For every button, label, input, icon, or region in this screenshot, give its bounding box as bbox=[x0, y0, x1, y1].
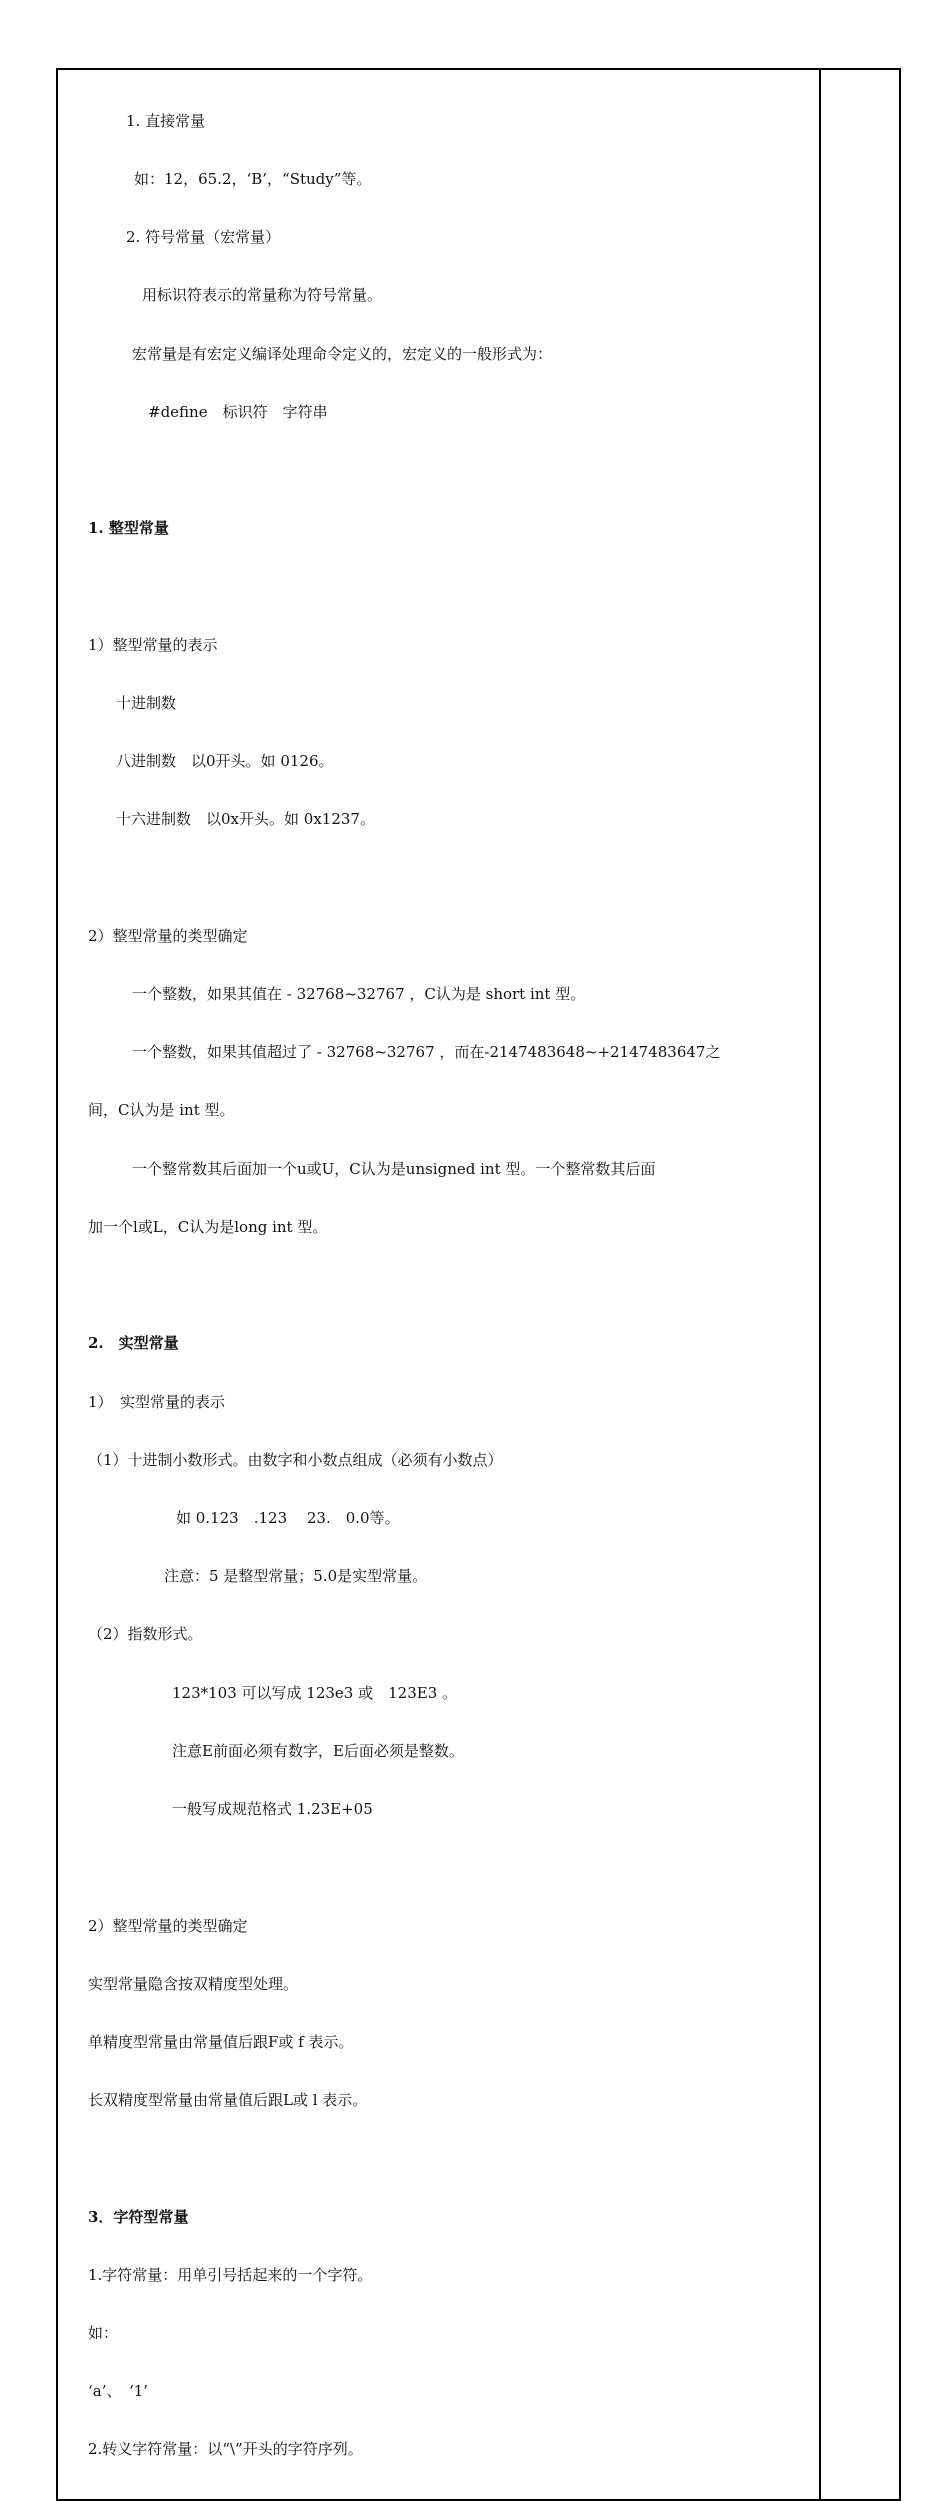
section1-heading: 1. 整型常量 bbox=[88, 519, 169, 538]
intro-item2-desc: 用标识符表示的常量称为符号常量。 bbox=[142, 286, 383, 305]
section2-sub2-line2: 单精度型常量由常量值后跟F或 f 表示。 bbox=[88, 2032, 354, 2051]
section1-sub1-line2: 八进制数 以0开头。如 0126。 bbox=[116, 752, 334, 771]
spacer bbox=[88, 1276, 815, 1295]
section2-sub1-title: 1） 实型常量的表示 bbox=[88, 1392, 226, 1411]
section1-sub2-p3b: 加一个l或L，C认为是long int 型。 bbox=[88, 1217, 328, 1236]
section1-sub2-p3a: 一个整常数其后面加一个u或U，C认为是unsigned int 型。一个整常数其后面 bbox=[132, 1159, 656, 1178]
section1-sub1-line3: 十六进制数 以0x开头。如 0x1237。 bbox=[116, 810, 375, 829]
document-table bbox=[56, 68, 901, 2501]
spacer bbox=[88, 578, 815, 597]
section1-sub2-title: 2）整型常量的类型确定 bbox=[88, 926, 248, 945]
section2-sub2-line1: 实型常量隐含按双精度型处理。 bbox=[88, 1974, 299, 1993]
intro-item1-example: 如：12，65.2，‘B’，“Study”等。 bbox=[134, 170, 372, 189]
section3-line4: 2.转义字符常量：以“\”开头的字符序列。 bbox=[88, 2440, 363, 2459]
section3-line2: 如： bbox=[88, 2324, 119, 2343]
section2-form1-example: 如 0.123 .123 23. 0.0等。 bbox=[176, 1509, 400, 1527]
spacer bbox=[88, 1858, 815, 1877]
spacer bbox=[88, 2149, 815, 2168]
section2-form1-note: 注意：5 是整型常量；5.0是实型常量。 bbox=[164, 1567, 428, 1586]
section1-sub2-p1: 一个整数，如果其值在 - 32768~32767 ，C认为是 short int 型。 bbox=[132, 985, 586, 1004]
section1-sub2-p2a: 一个整数，如果其值超过了 - 32768~32767 ，而在-2147483648~+2147483647之 bbox=[132, 1043, 721, 1062]
section1-sub1-title: 1）整型常量的表示 bbox=[88, 635, 218, 654]
section2-form2-note: 注意E前面必须有数字，E后面必须是整数。 bbox=[172, 1741, 464, 1760]
intro-item2-macro: 宏常量是有宏定义编译处理命令定义的，宏定义的一般形式为： bbox=[132, 344, 553, 363]
content-cell bbox=[57, 69, 820, 2500]
section1-sub1-line1: 十进制数 bbox=[116, 693, 177, 712]
section2-sub2-line3: 长双精度型常量由常量值后跟L或 l 表示。 bbox=[88, 2091, 368, 2110]
intro-item1-title: 1. 直接常量 bbox=[126, 111, 206, 130]
section3-line3: ‘a’、 ‘1’ bbox=[88, 2382, 149, 2401]
section2-form1: （1）十进制小数形式。由数字和小数点组成（必须有小数点） bbox=[88, 1450, 503, 1469]
section2-sub2-title: 2）整型常量的类型确定 bbox=[88, 1916, 248, 1935]
section1-sub2-p2b: 间，C认为是 int 型。 bbox=[88, 1101, 235, 1120]
section2-heading: 2. 实型常量 bbox=[88, 1334, 179, 1353]
section2-form2-example: 123*103 可以写成 123e3 或 123E3 。 bbox=[172, 1683, 458, 1702]
intro-item2-syntax: #define 标识符 字符串 bbox=[148, 402, 328, 421]
spacer bbox=[88, 461, 815, 480]
section3-heading: 3．字符型常量 bbox=[88, 2207, 189, 2226]
section3-line1: 1.字符常量：用单引号括起来的一个字符。 bbox=[88, 2265, 373, 2284]
intro-item2-title: 2. 符号常量（宏常量） bbox=[126, 228, 281, 247]
content-body bbox=[58, 70, 819, 2499]
section2-form2: （2）指数形式。 bbox=[88, 1625, 203, 1644]
section2-form2-standard: 一般写成规范格式 1.23E+05 bbox=[172, 1800, 373, 1819]
side-cell bbox=[820, 69, 900, 2500]
spacer bbox=[88, 869, 815, 888]
